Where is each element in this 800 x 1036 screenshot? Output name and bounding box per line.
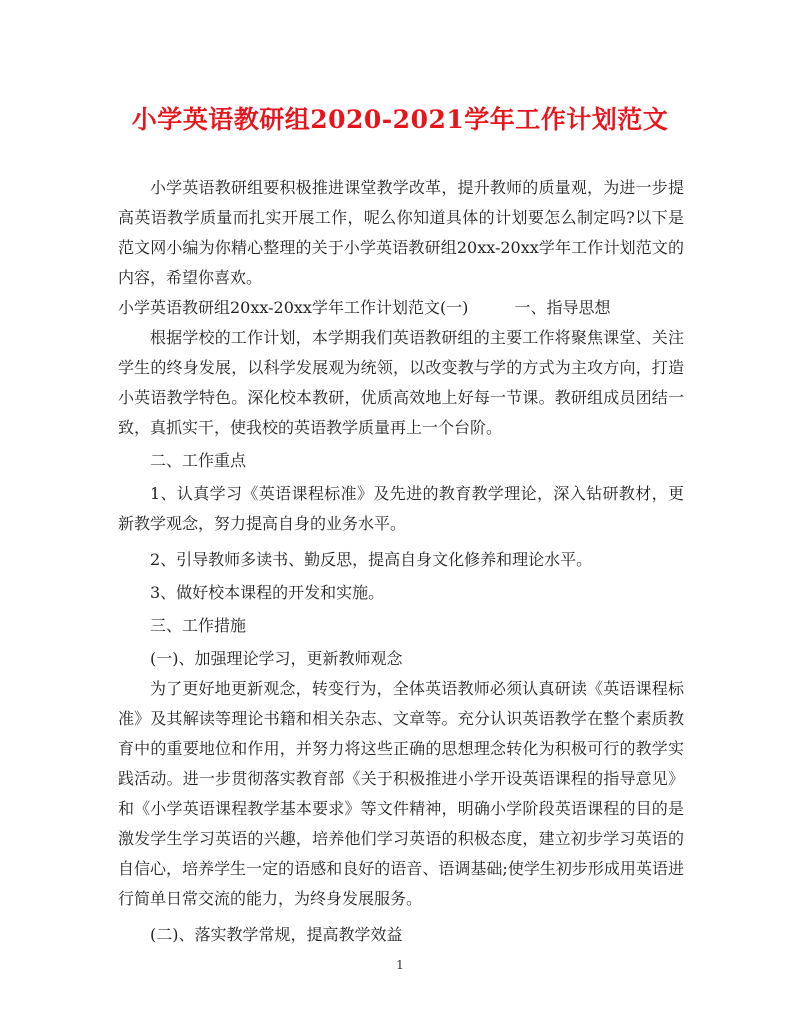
section3-sub1-body: 为了更好地更新观念，转变行为，全体英语教师必须认真研读《英语课程标准》及其解读等理论书籍和相关杂志、文章等。充分认识英语教学在整个素质教育中的重要地位和作用，并努力将这些正确的思想理念转化为积极可行的教学实践活动。进一步贯彻落实教育部《关于积极推进小学开设英语课程的指导意见》和《小学英语课程教学基本要求》等文件精神，明确小学阶段英语课程的目的是激发学生学习英语的兴趣，培养他们学习英语的积极态度，建立初步学习英语的自信心，培养学生一定的语感和良好的语音、语调基础;使学生初步形成用英语进行简单日常交流的能力，为终身发展服务。 [118, 679, 684, 908]
subheading-title: 小学英语教研组20xx-20xx学年工作计划范文(一) [118, 298, 469, 317]
section1-body: 根据学校的工作计划，本学期我们英语教研组的主要工作将聚焦课堂、关注学生的终身发展，以科学发展观为统领，以改变教与学的方式为主攻方向，打造小英语教学特色。深化校本教研，优质高效地上好每一节课。教研组成员团结一致，真抓实干，使我校的英语教学质量再上一个台阶。 [118, 328, 684, 437]
section1-heading: 一、指导思想 [514, 298, 611, 317]
document-body [118, 173, 684, 950]
page-number: 1 [396, 958, 404, 972]
section2-heading: 二、工作重点 [150, 451, 247, 470]
section3-sub2-heading: (二)、落实教学常规，提高教学效益 [150, 925, 403, 944]
page-title: 小学英语教研组2020-2021学年工作计划范文 [131, 105, 669, 134]
section2-item-3: 3、做好校本课程的开发和实施。 [150, 583, 385, 602]
section2-item-1: 1、认真学习《英语课程标准》及先进的教育教学理论，深入钻研教材，更新教学观念，努力提高自身的业务水平。 [118, 484, 684, 533]
intro-paragraph: 小学英语教研组要积极推进课堂教学改革，提升教师的质量观，为进一步提高英语教学质量而扎实开展工作，呢么你知道具体的计划要怎么制定吗?以下是范文网小编为你精心整理的关于小学英语教研组20xx-20xx学年工作计划范文的内容，希望你喜欢。 [118, 178, 684, 287]
section2-item-2: 2、引导教师多读书、勤反思，提高自身文化修养和理论水平。 [150, 550, 593, 569]
subheading-line [118, 293, 684, 323]
section3-heading: 三、工作措施 [150, 616, 247, 635]
section3-sub1-heading: (一)、加强理论学习，更新教师观念 [150, 649, 403, 668]
